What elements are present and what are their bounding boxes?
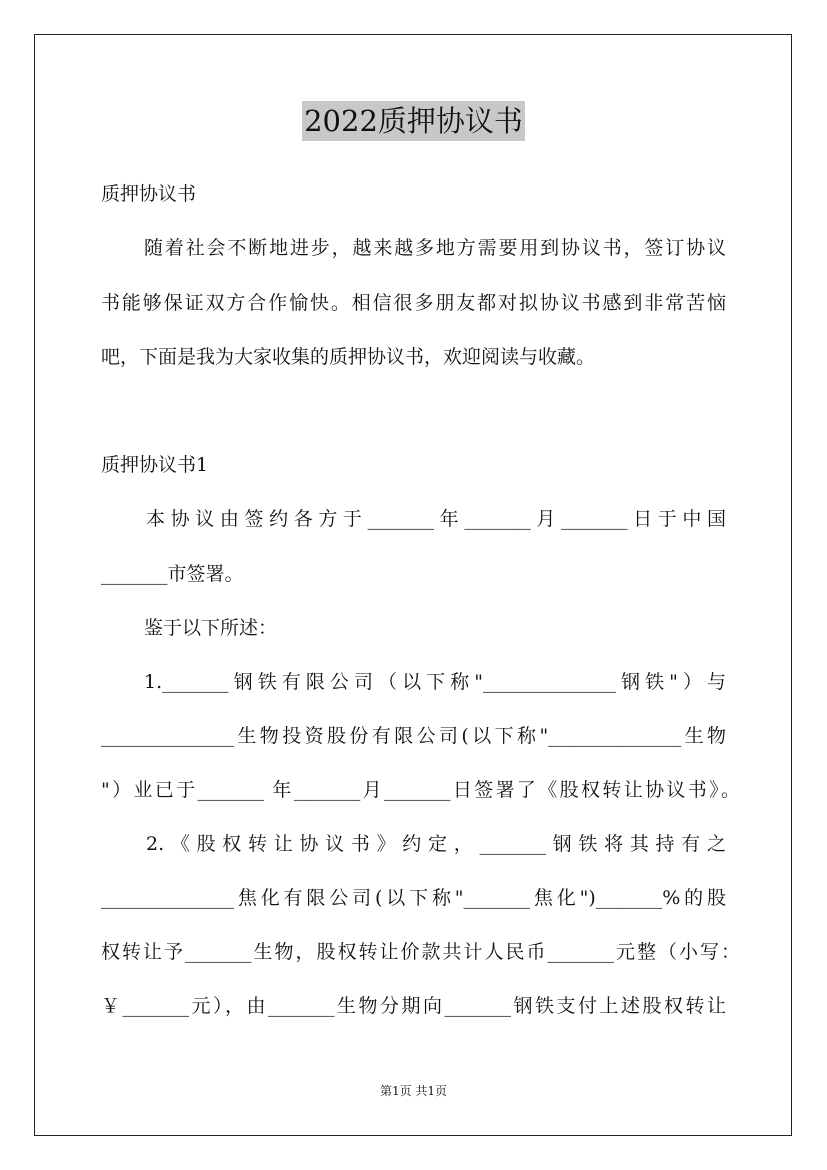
paragraph-line: ￥_______元），由_______生物分期向_______钢铁支付上述股权转让 xyxy=(101,995,726,1017)
paragraph-line: 书能够保证双方合作愉快。相信很多朋友都对拟协议书感到非常苦恼 xyxy=(101,292,726,314)
paragraph-line: ______________生物投资股份有限公司(以下称"______________生物 xyxy=(101,725,726,747)
paragraph-line: 本协议由签约各方于_______年_______月_______日于中国 xyxy=(146,508,726,530)
paragraph-line: _______市签署。 xyxy=(101,563,244,585)
paragraph-line: "）业已于_______ 年_______月_______日签署了《股权转让协议书》。 xyxy=(101,779,740,801)
section-heading-intro: 质押协议书 xyxy=(101,183,197,205)
paragraph-line: 随着社会不断地进步，越来越多地方需要用到协议书，签订协议 xyxy=(144,237,726,259)
paragraph-line: 鉴于以下所述： xyxy=(144,617,278,639)
title-wrapper xyxy=(0,101,827,141)
paragraph-line: 权转让予_______生物，股权转让价款共计人民币_______元整（小写： xyxy=(101,941,740,963)
document-title: 2022质押协议书 xyxy=(302,101,525,141)
section-heading-1: 质押协议书1 xyxy=(101,454,209,476)
paragraph-line: 吧，下面是我为大家收集的质押协议书，欢迎阅读与收藏。 xyxy=(101,346,596,368)
paragraph-line: 2.《股权转让协议书》约定，_______钢铁将其持有之 xyxy=(146,833,726,855)
paragraph-line: 1._______钢铁有限公司（以下称"______________钢铁"）与 xyxy=(144,671,726,693)
page-footer: 第1页 共1页 xyxy=(379,1084,448,1098)
paragraph-line: ______________焦化有限公司(以下称"_______焦化")_______%的股 xyxy=(101,887,726,909)
